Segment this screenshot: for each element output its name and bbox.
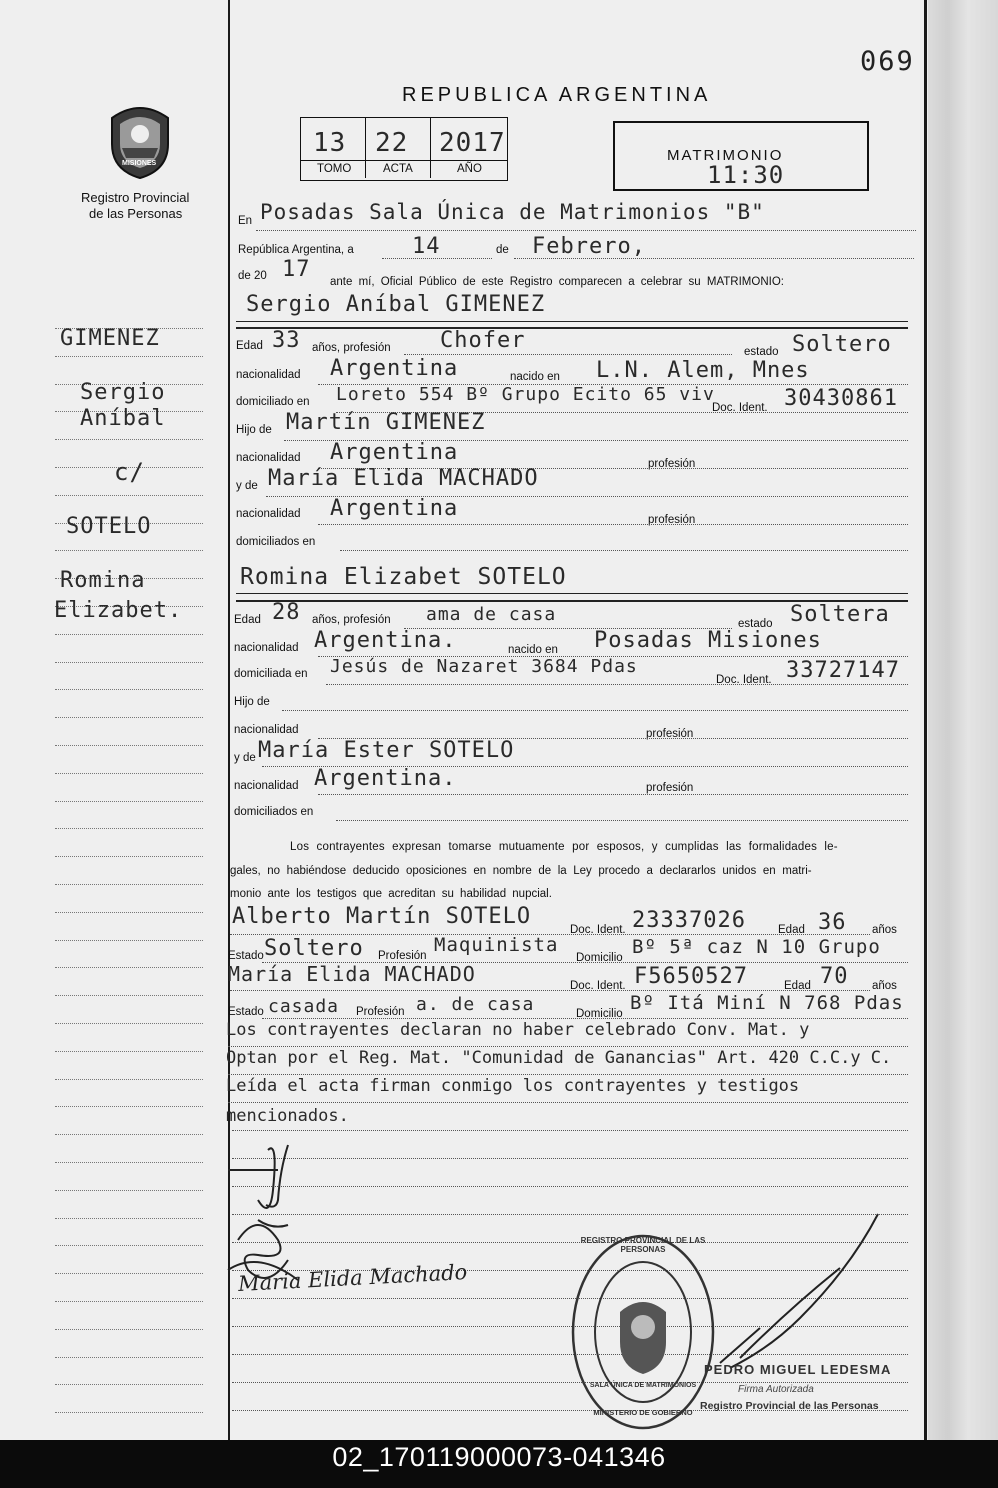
groom-doc: 30430861 [784,386,898,411]
acta-label: ACTA [383,163,413,175]
witness2-doc-label: Doc. Ident. [570,980,626,992]
witness2-edad-label: Edad [784,980,811,992]
groom-status: Soltero [792,332,892,357]
margin-rule [55,1051,203,1052]
witness2-estado-label: Estado [228,1006,264,1018]
line [230,990,870,991]
groom-name: Sergio Aníbal GIMENEZ [246,292,546,317]
line [318,524,908,525]
margin-rule [55,1301,203,1302]
record-type: MATRIMONIO [667,147,784,164]
officer-office: Registro Provincial de las Personas [700,1400,879,1412]
bride-mother-nationality: Argentina. [314,766,457,791]
page-number: 069 [860,46,915,77]
witness1-doc-label: Doc. Ident. [570,924,626,936]
margin-rule [55,912,203,913]
margin-rule [55,745,203,746]
witness1-domicilio-label: Domicilio [576,952,623,964]
republic-label: República Argentina, a [238,244,354,256]
bride-mother-prof-label: profesión [646,782,694,794]
official-seal [568,1232,718,1432]
tomo-cell [301,118,366,178]
witness2-name: María Elida MACHADO [228,962,476,986]
bride-father-prof-label: profesión [646,728,694,740]
bride-edad-label: Edad [234,614,261,626]
groom-birthplace-label: nacido en [510,371,560,383]
ano-cell [431,118,507,178]
year-prefix: de 20 [238,270,267,282]
record-number-box [300,117,508,181]
declaration-line1: Los contrayentes expresan tomarse mutuamente por esposos, y cumplidas las formalidades le- [290,841,838,853]
groom-address-label: domiciliado en [236,396,310,408]
line [236,327,908,329]
bride-doc: 33727147 [786,658,900,683]
country-title: REPUBLICA ARGENTINA [402,84,712,106]
bride-father-label: Hijo de [234,696,270,708]
officer-title: Firma Autorizada [738,1384,814,1395]
groom-father-label: Hijo de [236,424,272,436]
bride-father-nat-label: nacionalidad [234,724,299,736]
bride-status: Soltera [790,602,890,627]
bride-estado-label: estado [738,618,773,630]
de-label: de [496,244,509,256]
ano-label: AÑO [457,163,482,175]
witness1-profession: Maquinista [434,934,559,956]
bride-mother-label: y de [234,752,256,764]
bride-parents-address-label: domiciliados en [234,806,314,818]
acta-value: 22 [375,128,409,158]
margin-note-name2: Aníbal [80,406,166,431]
margin-rule [55,634,203,635]
margin-rule [55,801,203,802]
margin-rule [55,1245,203,1246]
ceremony-place: Posadas Sala Única de Matrimonios "B" [260,200,765,224]
page-edge [928,0,998,1440]
bride-nationality: Argentina. [314,628,457,653]
note-line4: mencionados. [226,1106,349,1126]
en-label: En [238,215,253,227]
emblem-text: MISIONES [122,160,157,167]
margin-note-bride-name1: Romina [60,568,146,593]
groom-parents-address-label: domiciliados en [236,536,316,548]
margin-rule [55,439,203,440]
margin-rule [55,689,203,690]
tomo-label: TOMO [317,163,352,175]
groom-father: Martín GIMENEZ [286,410,486,435]
groom-profession: Chofer [440,328,526,353]
margin-rule [55,884,203,885]
bride-profession: ama de casa [426,604,557,625]
appear-text: ante mí, Oficial Público de este Registro comparecen a celebrar su MATRIMONIO: [330,276,784,288]
witness2-status: casada [268,996,340,1017]
margin-rule [55,967,203,968]
bride-nationality-label: nacionalidad [234,642,299,654]
witness2-profesion-label: Profesión [356,1006,405,1018]
groom-birthplace: L.N. Alem, Mnes [596,358,810,383]
province-emblem [106,104,174,180]
ceremony-month: Febrero, [532,234,646,259]
seal-bottom-text: MINISTERIO DE GOBIERNO [593,1408,693,1417]
line [282,710,908,711]
witness1-edad-label: Edad [778,924,805,936]
witness2-age: 70 [820,964,849,989]
right-margin-line [924,0,927,1440]
line [326,684,908,685]
acta-cell [365,118,431,178]
margin-rule [55,1079,203,1080]
seal-inner-text: SALA ÚNICA DE MATRIMONIOS [589,1382,697,1389]
seal-text: REGISTRO PROVINCIAL DE LAS PERSONAS [580,1236,706,1254]
margin-rule [55,1106,203,1107]
line [336,820,908,821]
margin-rule [55,662,203,663]
bride-doc-label: Doc. Ident. [716,674,772,686]
groom-mother-nationality: Argentina [330,496,459,521]
margin-note-bride-name2: Elizabet. [54,598,183,623]
groom-mother-nat-label: nacionalidad [236,508,301,520]
ceremony-day: 14 [412,234,441,259]
line [236,593,908,594]
witness2-anos-label: años [872,980,897,992]
document-id-footer: 02_170119000073-041346 [0,1440,998,1488]
officer-signature [700,1208,900,1378]
groom-address: Loreto 554 Bº Grupo Ecito 65 viv [336,384,715,405]
margin-rule [55,1023,203,1024]
line [318,794,908,795]
groom-father-prof-label: profesión [648,458,696,470]
margin-rule [55,773,203,774]
witness1-profesion-label: Profesión [378,950,427,962]
margin-rule [55,1273,203,1274]
margin-rule [55,1329,203,1330]
witness-signature: Maria Elida Machado [237,1260,468,1296]
groom-father-nationality: Argentina [330,440,459,465]
margin-rule [55,717,203,718]
margin-note-bride-surname: SOTELO [66,514,152,539]
declaration-line3: monio ante los testigos que acreditan su habilidad nupcial. [230,888,552,900]
line [228,1074,908,1075]
groom-estado-label: estado [744,346,779,358]
witness2-domicilio-label: Domicilio [576,1008,623,1020]
bride-anos-label: años, profesión [312,614,391,626]
line [228,1102,908,1103]
margin-note-surname: GIMENEZ [60,326,160,351]
groom-edad-label: Edad [236,340,263,352]
witness1-status: Soltero [264,936,364,961]
bride-address-label: domiciliada en [234,668,308,680]
margin-rule [55,1162,203,1163]
margin-rule [55,1218,203,1219]
witness1-estado-label: Estado [228,950,264,962]
margin-rule [55,828,203,829]
margin-note-name1: Sergio [80,380,166,405]
groom-mother: María Elida MACHADO [268,466,539,491]
groom-mother-prof-label: profesión [648,514,696,526]
bride-mother: María Ester SOTELO [258,738,515,763]
note-line2: Optan por el Reg. Mat. "Comunidad de Ganancias" Art. 420 C.C.y C. [226,1048,892,1068]
margin-rule [55,1412,203,1413]
groom-nationality-label: nacionalidad [236,369,301,381]
witness1-doc: 23337026 [632,908,746,933]
witness2-profession: a. de casa [416,994,535,1015]
groom-nationality: Argentina [330,356,459,381]
officer-name: PEDRO MIGUEL LEDESMA [704,1362,892,1377]
record-type-box [613,121,869,191]
note-line3: Leída el acta firman conmigo los contrayentes y testigos [226,1076,800,1096]
line [228,1046,908,1047]
witness2-doc: F5650527 [634,964,748,989]
groom-mother-label: y de [236,480,258,492]
groom-age: 33 [272,328,301,353]
record-time: 11:30 [707,161,785,189]
margin-rule [55,856,203,857]
margin-rule [55,995,203,996]
line [404,354,732,355]
bride-birthplace: Posadas Misiones [594,628,822,653]
margin-rule [55,1384,203,1385]
margin-rule [55,940,203,941]
ano-value: 2017 [439,128,506,158]
margin-note-separator: c/ [114,458,145,486]
margin-rule [55,550,203,551]
bride-name: Romina Elizabet SOTELO [240,564,567,590]
registry-name-line2: de las Personas [89,206,183,221]
groom-doc-label: Doc. Ident. [712,402,768,414]
bride-age: 28 [272,600,301,625]
registry-name-line1: Registro Provincial [81,190,190,205]
bride-birthplace-label: nacido en [508,644,558,656]
witness1-name: Alberto Martín SOTELO [232,904,532,929]
margin-rule [55,495,203,496]
line [340,550,908,551]
witness1-age: 36 [818,910,847,935]
bride-address: Jesús de Nazaret 3684 Pdas [330,656,638,677]
box-divider [301,160,507,161]
witness1-address: Bº 5ª caz N 10 Grupo [632,936,881,958]
groom-father-nat-label: nacionalidad [236,452,301,464]
witness2-address: Bº Itá Miní N 768 Pdas [630,992,904,1014]
note-line1: Los contrayentes declaran no haber celebrado Conv. Mat. y [226,1020,810,1040]
margin-rule [55,1357,203,1358]
margin-rule [55,356,203,357]
declaration-line2: gales, no habiéndose deducido oposiciones en nombre de la Ley procedo a declararlos unidos en matri- [230,865,812,877]
margin-rule [55,1134,203,1135]
tomo-value: 13 [313,128,347,158]
bride-mother-nat-label: nacionalidad [234,780,299,792]
year-suffix: 17 [282,257,311,282]
margin-rule [55,1190,203,1191]
witness1-anos-label: años [872,924,897,936]
line [256,230,916,231]
line [262,1018,908,1019]
line [236,321,908,322]
groom-anos-label: años, profesión [312,342,391,354]
